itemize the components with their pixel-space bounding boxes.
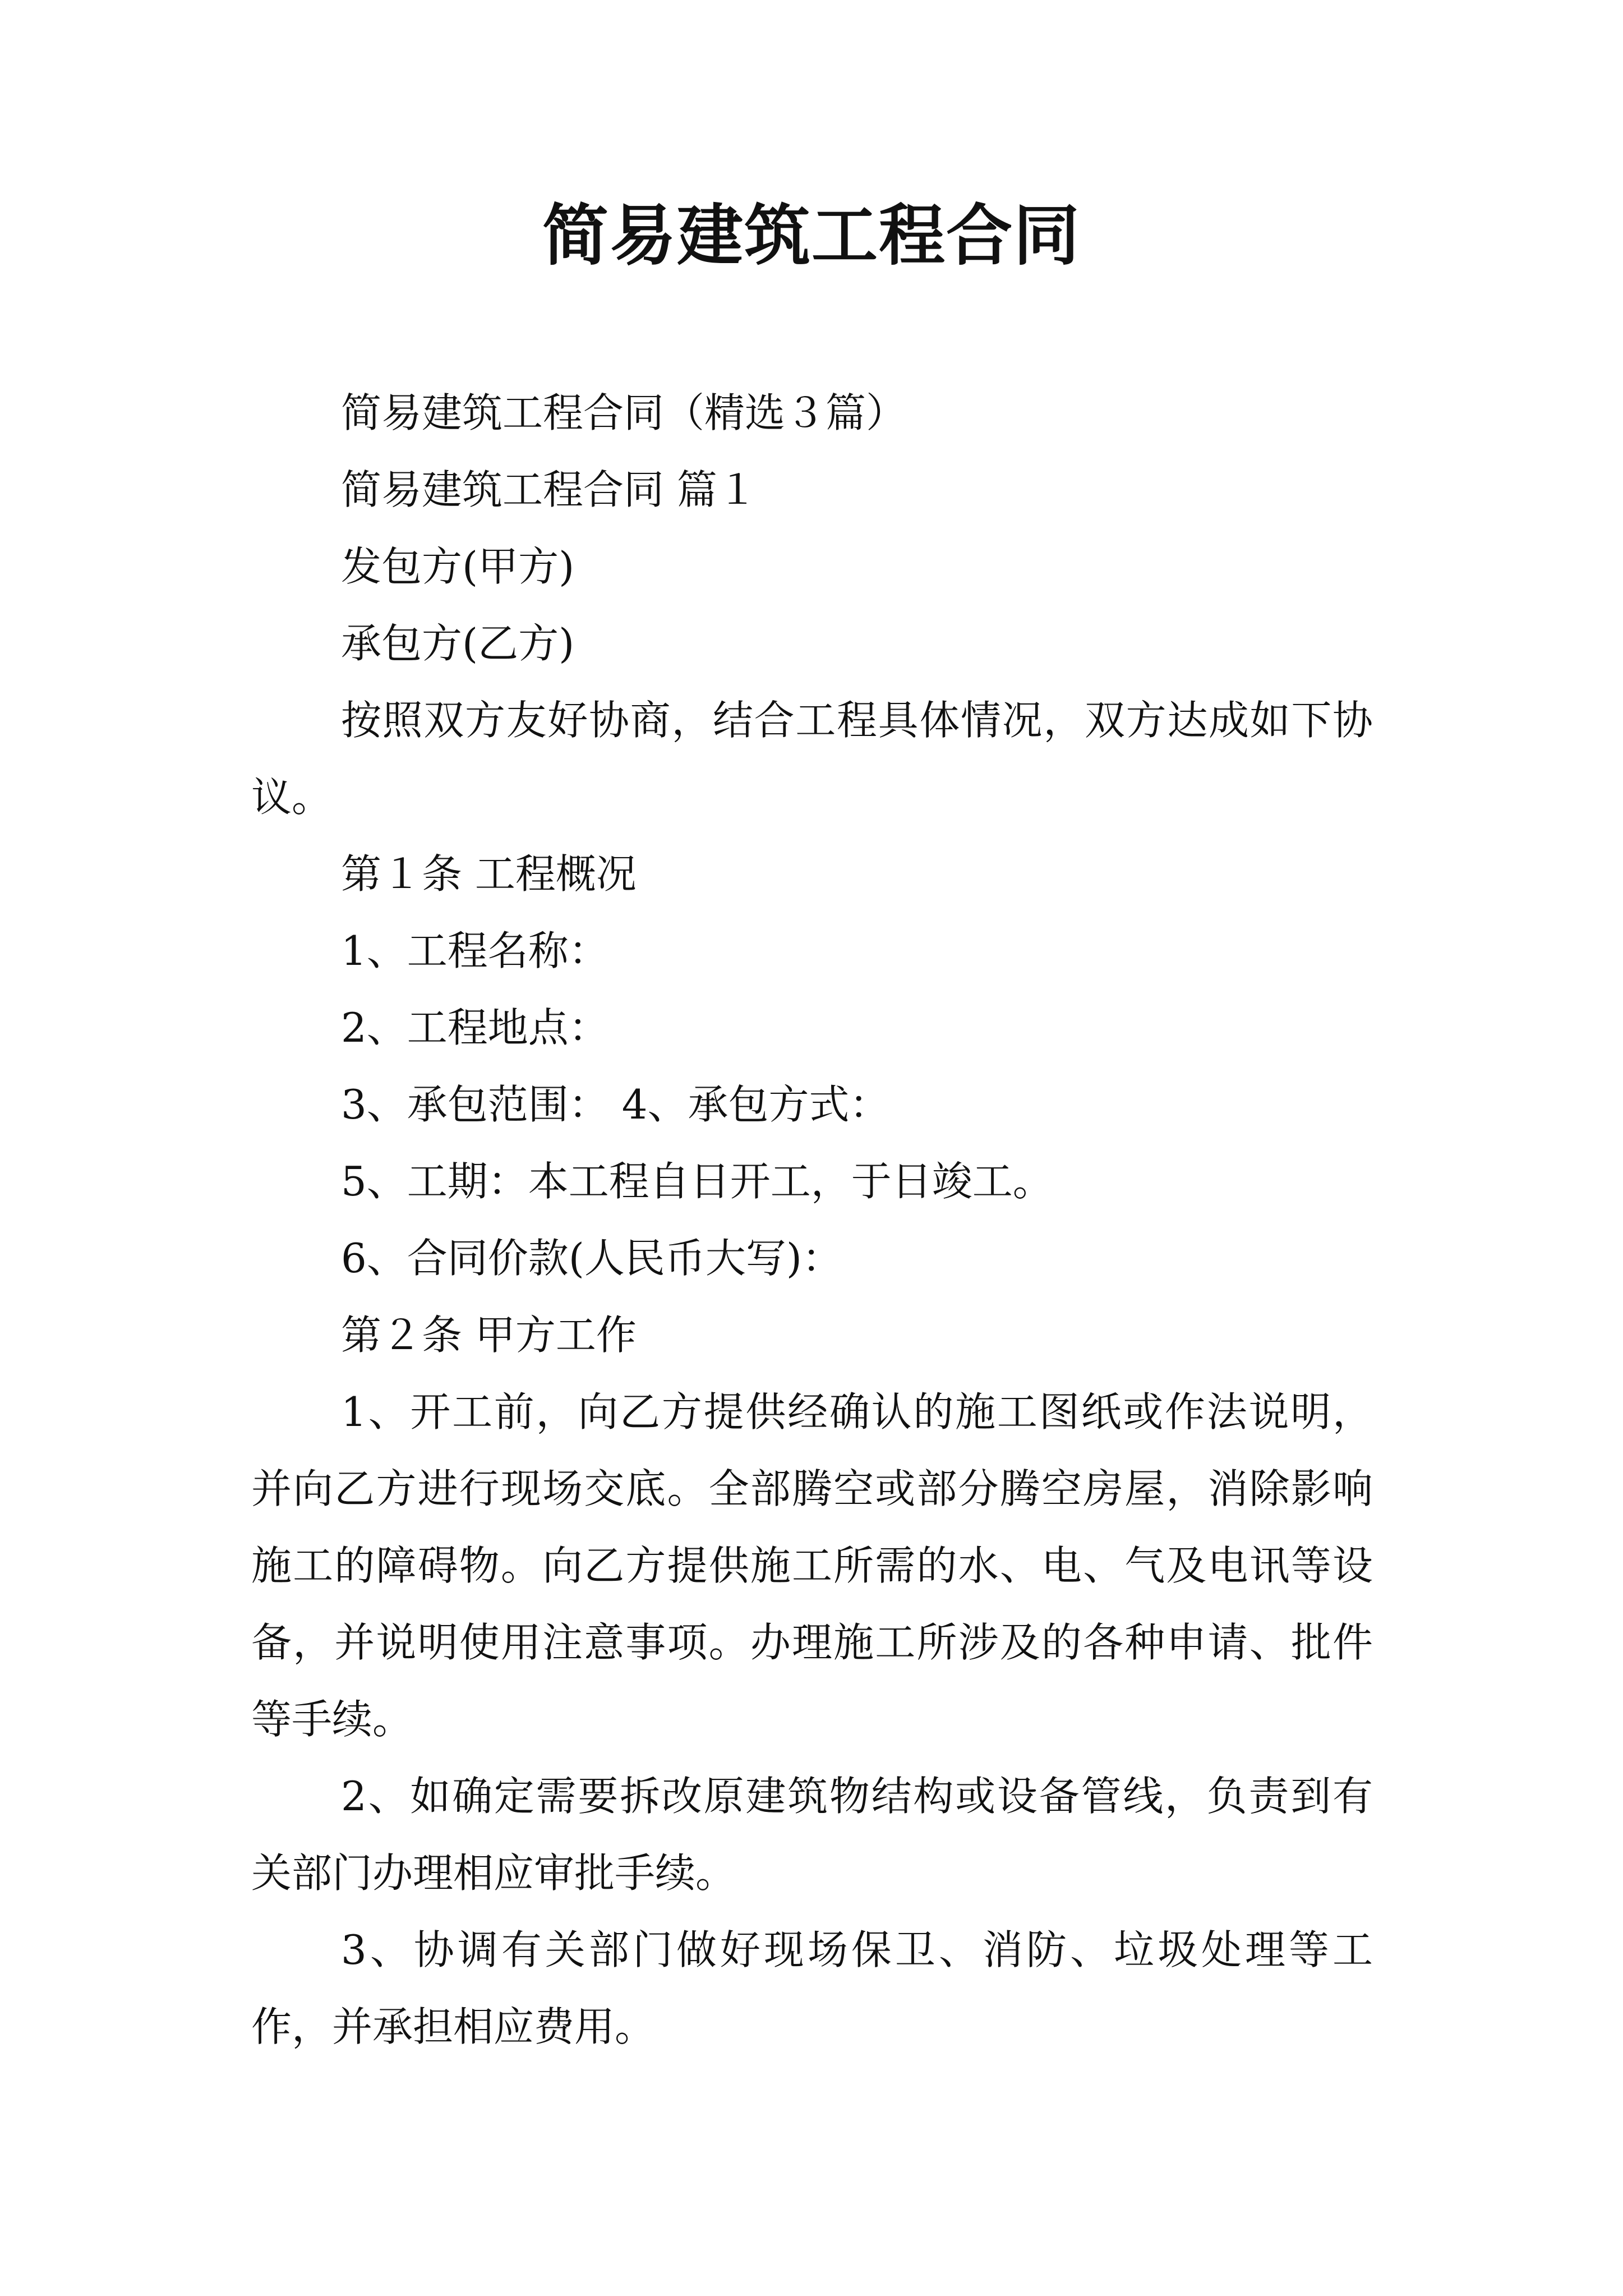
paragraph-article-2-heading: 第２条 甲方工作 — [341, 1312, 637, 1359]
paragraph-party-a-duty-1: 1、开工前，向乙方提供经确认的施工图纸或作法说明，并向乙方进行现场交底。全部腾空或部分腾空房屋，消除影响施工的障碍物。向乙方提供施工所需的水、电、气及电讯等设备，并说明使用注意事项。办理施工所涉及的各种申请、批件等手续。 — [251, 1388, 1373, 1743]
paragraph-section-heading: 简易建筑工程合同 篇１ — [341, 466, 758, 513]
document-body — [251, 375, 1373, 2065]
paragraph-subtitle: 简易建筑工程合同（精选３篇） — [341, 389, 907, 436]
paragraph-construction-period: 5、工期：本工程自日开工，于日竣工。 — [341, 1158, 1053, 1205]
paragraph-contract-price: 6、合同价款(人民币大写)： — [341, 1235, 842, 1282]
paragraph-project-name: 1、工程名称： — [341, 927, 609, 974]
paragraph-contract-scope-method: 3、承包范围： 4、承包方式： — [341, 1081, 890, 1128]
paragraph-project-location: 2、工程地点： — [341, 1004, 609, 1051]
paragraph-agreement-intro: 按照双方友好协商，结合工程具体情况，双方达成如下协议。 — [251, 697, 1373, 821]
paragraph-party-a: 发包方(甲方) — [341, 543, 575, 590]
document-title: 简易建筑工程合同 — [542, 196, 1081, 274]
paragraph-article-1-heading: 第１条 工程概况 — [341, 850, 637, 898]
paragraph-party-a-duty-3: 3、协调有关部门做好现场保卫、消防、垃圾处理等工作，并承担相应费用。 — [251, 1926, 1373, 2050]
paragraph-party-b: 承包方(乙方) — [341, 620, 575, 667]
paragraph-party-a-duty-2: 2、如确定需要拆改原建筑物结构或设备管线，负责到有关部门办理相应审批手续。 — [251, 1773, 1373, 1897]
